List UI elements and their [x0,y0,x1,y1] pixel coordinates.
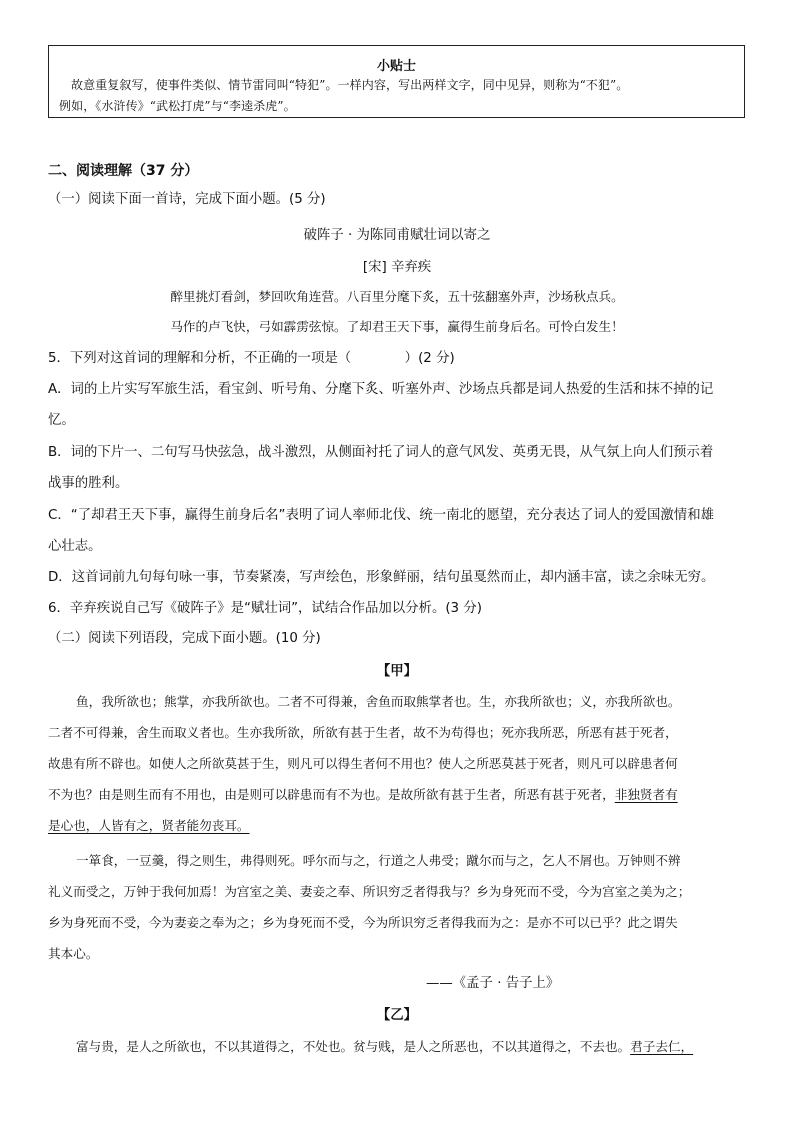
passage-jia-label: 【甲】 [376,664,418,679]
passage-line: 二者不可得兼，舍生而取义者也。生亦我所欲，所欲有甚于生者，故不为苟得也；死亦我所恶，所恶有甚于死者， [48,725,678,740]
option-b: B．词的下片一、二句写马快弦急，战斗激烈，从侧面衬托了词人的意气风发、英勇无畏，从气氛上向人们预示着 [48,445,714,460]
passage-line [76,1036,693,1055]
passage-line: 礼义而受之，万钟于我何加焉！为宫室之美、妻妾之奉、所识穷乏者得我与？乡为身死而不受，今为宫室之美为之； [48,884,691,899]
part1-intro: （一）阅读下面一首诗，完成下面小题。(5 分) [48,192,326,207]
passage-line: 鱼，我所欲也；熊掌，亦我所欲也。二者不可得兼，舍鱼而取熊掌者也。生，亦我所欲也；义，亦我所欲也。 [76,694,681,709]
passage-line: 一箪食，一豆羹，得之则生，弗得则死。呼尔而与之，行道之人弗受；蹴尔而与之，乞人不屑也。万钟则不辨 [76,853,681,868]
part2-intro: （二）阅读下列语段，完成下面小题。(10 分) [48,631,321,646]
poem-line: 醉里挑灯看剑，梦回吹角连营。八百里分麾下炙，五十弦翻塞外声，沙场秋点兵。 [170,289,624,304]
poem-line: 马作的卢飞快，弓如霹雳弦惊。了却君王天下事，赢得生前身后名。可怜白发生！ [170,319,624,334]
passage-yi-label: 【乙】 [376,1008,418,1023]
question-5: 5．下列对这首词的理解和分析，不正确的一项是（ ）(2 分) [48,351,455,366]
passage-source: ——《孟子 · 告子上》 [426,976,560,991]
option-a-cont: 忆。 [48,413,75,428]
passage-text: 不为也？由是则生而有不用也，由是则可以辟患而有不为也。是故所欲有甚于生者，所恶有甚于死者， [48,787,615,802]
passage-text: 富与贵，是人之所欲也，不以其道得之，不处也。贫与贱，是人之所恶也，不以其道得之，不去也。 [76,1039,631,1054]
option-b-cont: 战事的胜利。 [48,476,129,491]
passage-line: 乡为身死而不受，今为妻妾之奉为之；乡为身死而不受，今为所识穷乏者得我而为之：是亦不可以已乎？此之谓失 [48,915,678,930]
passage-line [48,784,678,803]
option-a: A．词的上片实写军旅生活，看宝剑、听号角、分麾下炙、听塞外声、沙场点兵都是词人热爱的生活和抹不掉的记 [48,382,714,397]
tip-box [48,45,745,118]
poem-author: [宋] 辛弃疾 [362,260,432,275]
passage-line: 其本心。 [48,946,99,961]
question-6: 6．辛弃疾说自己写《破阵子》是“赋壮词”，试结合作品加以分析。(3 分) [48,601,482,616]
tip-text-line: 例如，《水浒传》“武松打虎”与“李逵杀虎”。 [59,99,296,113]
tip-text-line: 故意重复叙写，使事件类似、情节雷同叫“特犯”。一样内容，写出两样文字，同中见异，则称为“不犯”。 [71,78,629,92]
underlined-sentence: 是心也，人皆有之，贤者能勿丧耳。 [48,818,250,833]
underlined-sentence: 君子去仁， [630,1039,694,1054]
option-c-cont: 心壮志。 [48,539,102,554]
option-d: D．这首词前九句每句咏一事，节奏紧凑，写声绘色，形象鲜丽，结句虽戛然而止，却内涵丰富，读之余味无穷。 [48,570,715,585]
underlined-sentence: 非独贤者有 [614,787,678,802]
passage-line: 故患有所不辟也。如使人之所欲莫甚于生，则凡可以得生者何不用也？使人之所恶莫甚于死者，则凡可以辟患者何 [48,756,678,771]
tip-title: 小贴士 [376,59,416,74]
option-c: C．“了却君王天下事，赢得生前身后名”表明了词人率师北伐、统一南北的愿望，充分表达了词人的爱国激情和雄 [48,508,714,523]
poem-title: 破阵子 · 为陈同甫赋壮词以寄之 [303,228,491,243]
section-heading: 二、阅读理解（37 分） [48,163,199,179]
